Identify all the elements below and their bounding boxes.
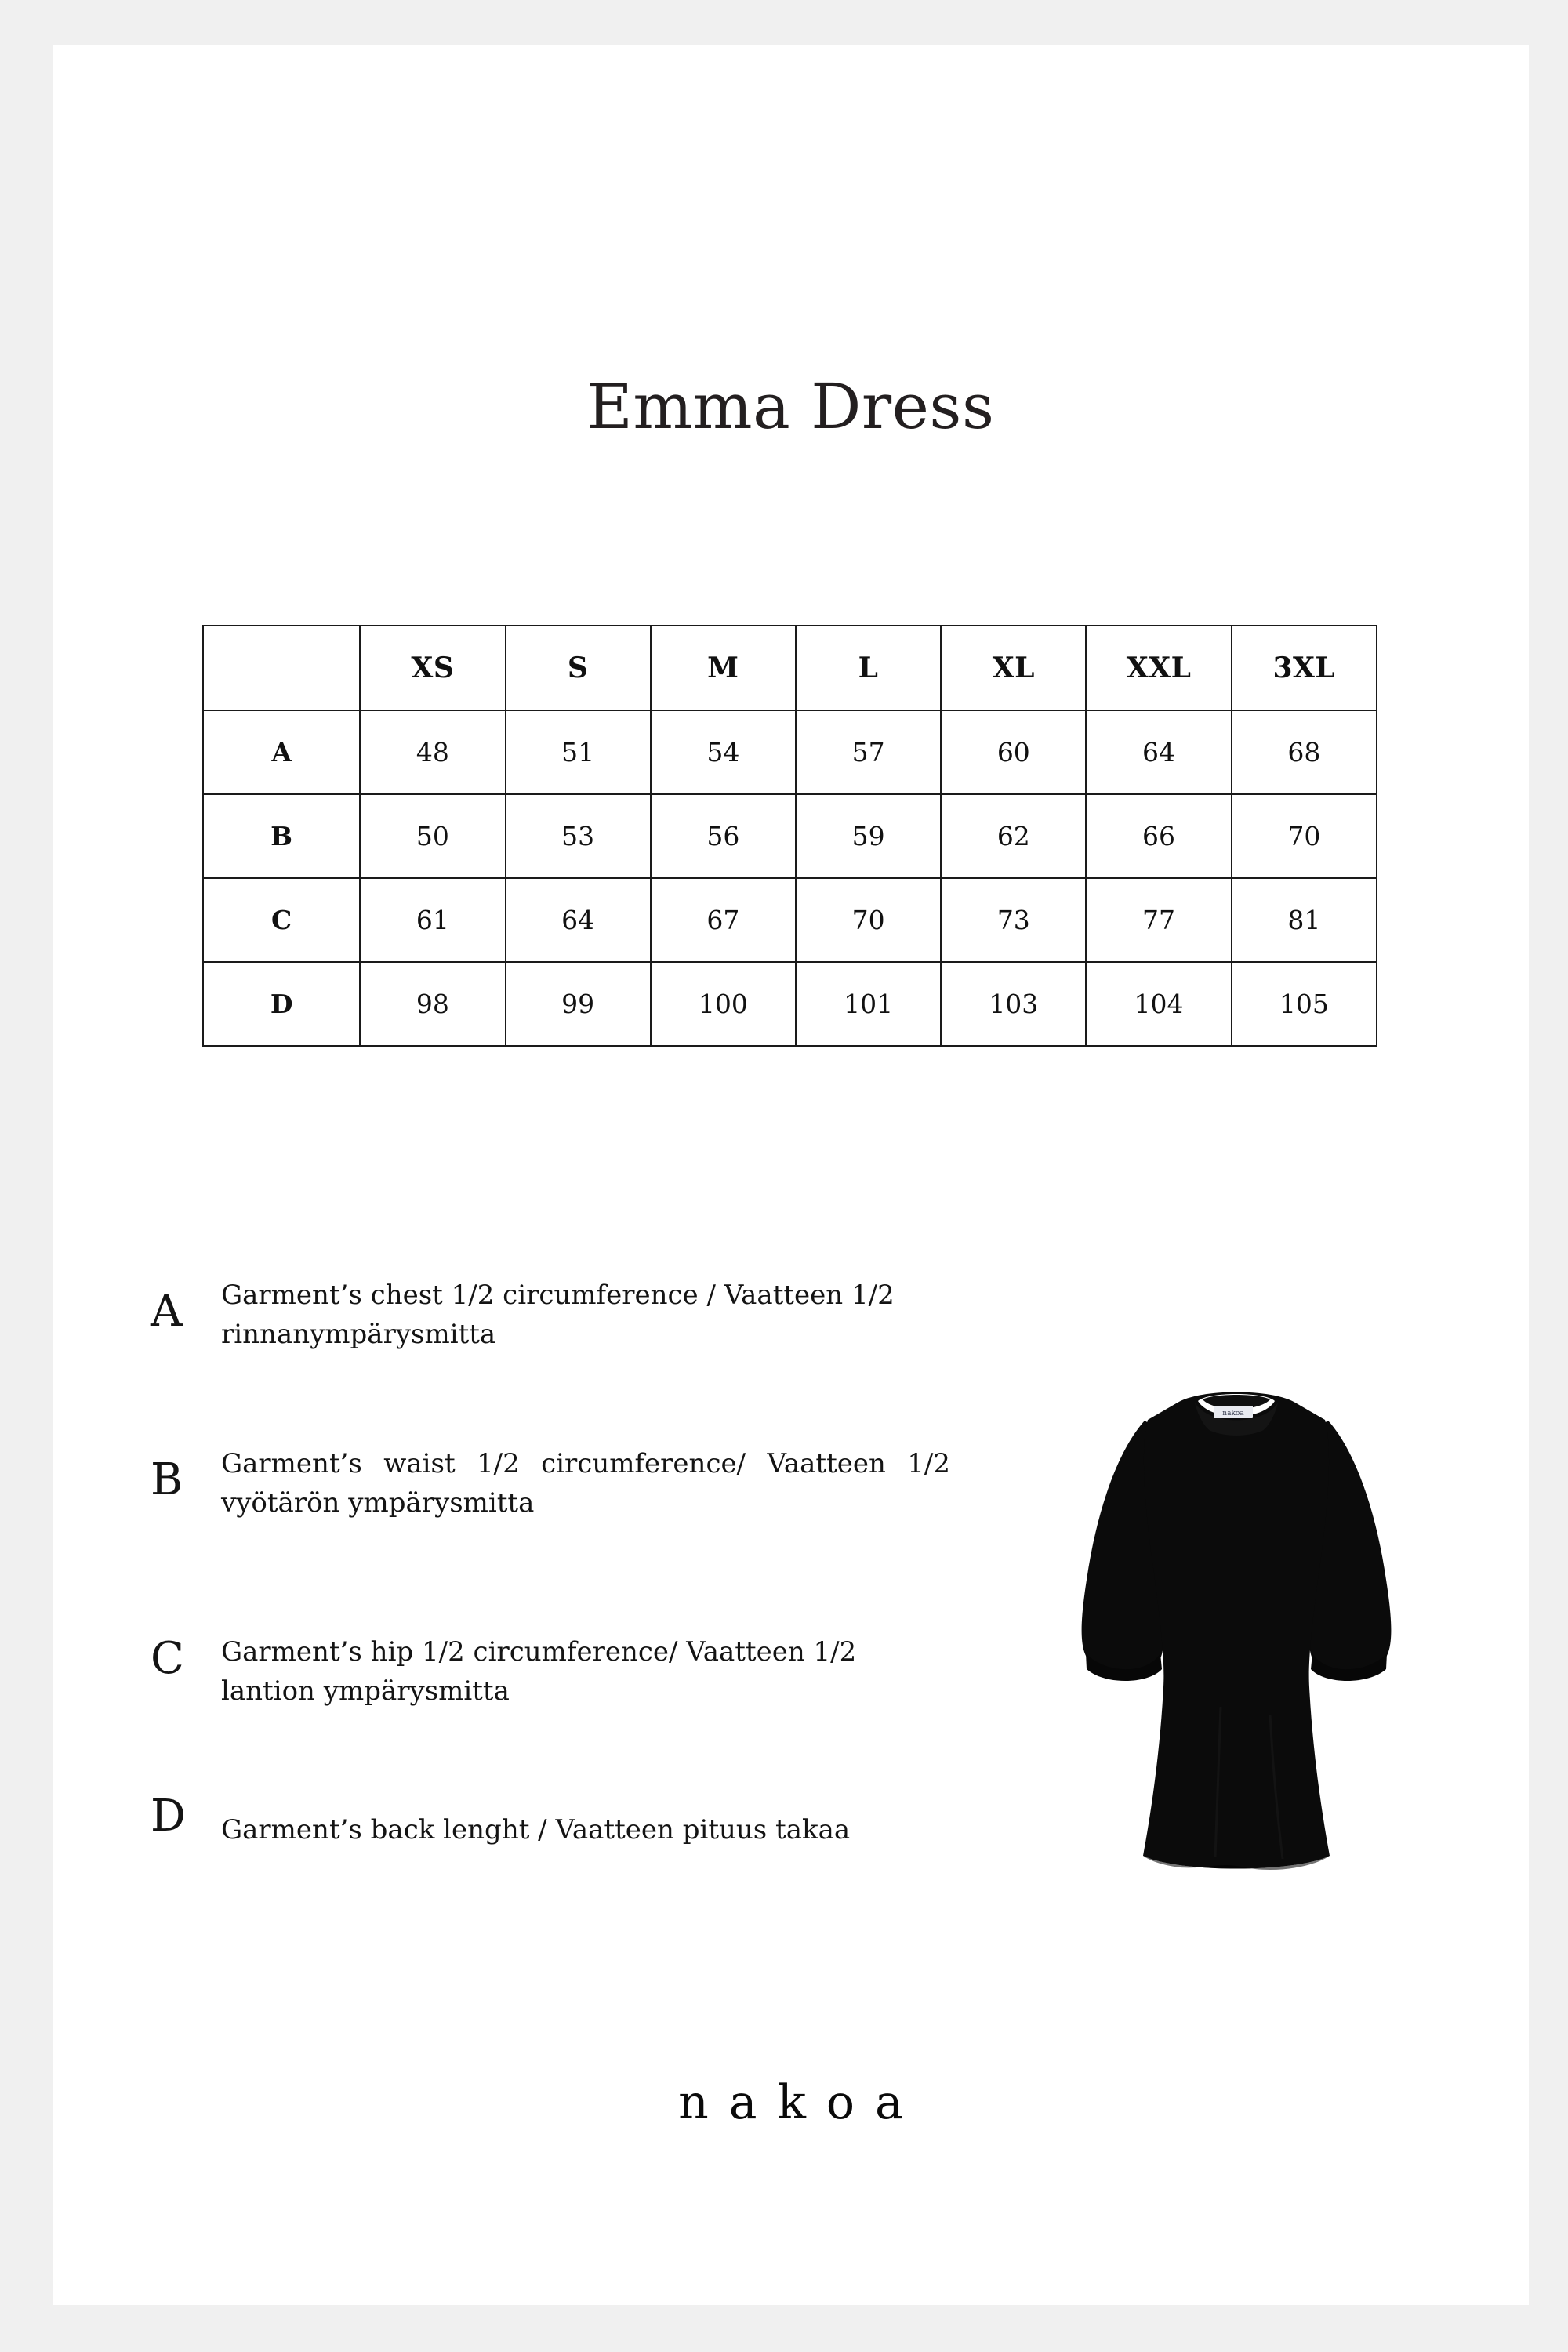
legend-description-a: Garment’s chest 1/2 circumference / Vaatteen 1/2 rinnanympärysmitta [221,1279,895,1351]
table-row [203,794,1377,878]
column-header-m: M [651,626,796,710]
cell-c-xs: 61 [360,878,505,962]
cell-a-3xl: 68 [1232,710,1377,794]
column-header-3xl: 3XL [1232,626,1377,710]
cell-d-s: 99 [506,962,651,1046]
cell-a-l: 57 [796,710,941,794]
cell-b-l: 59 [796,794,941,878]
cell-c-l: 70 [796,878,941,962]
cell-b-xl: 62 [941,794,1086,878]
measurement-legend [151,1276,950,1849]
table-row [203,710,1377,794]
cell-b-xxl: 66 [1086,794,1231,878]
cell-c-s: 64 [506,878,651,962]
size-chart-table [202,625,1377,1045]
cell-a-xxl: 64 [1086,710,1231,794]
cell-d-xs: 98 [360,962,505,1046]
cell-c-m: 67 [651,878,796,962]
legend-item-b [151,1444,950,1632]
row-label-d: D [203,962,360,1046]
cell-d-l: 101 [796,962,941,1046]
legend-item-d [151,1791,950,1849]
column-header-xl: XL [941,626,1086,710]
cell-a-xl: 60 [941,710,1086,794]
legend-letter-b: B [151,1454,183,1505]
cell-a-xs: 48 [360,710,505,794]
cell-c-3xl: 81 [1232,878,1377,962]
legend-item-a [151,1276,950,1444]
legend-letter-a: A [151,1286,183,1337]
page-sheet [53,45,1529,2305]
row-label-a: A [203,710,360,794]
dress-body [1143,1392,1330,1869]
row-label-b: B [203,794,360,878]
cell-c-xl: 73 [941,878,1086,962]
page-title: Emma Dress [586,370,995,443]
product-photo-dress [1060,1377,1413,1895]
legend-description-b: Garment’s waist 1/2 circumference/ Vaatteen 1/2 vyötärön ympärysmitta [221,1448,950,1519]
cell-b-s: 53 [506,794,651,878]
table-header-row [203,626,1377,710]
column-header-l: L [796,626,941,710]
cell-b-3xl: 70 [1232,794,1377,878]
cell-a-s: 51 [506,710,651,794]
row-label-c: C [203,878,360,962]
column-header-xxl: XXL [1086,626,1231,710]
cell-c-xxl: 77 [1086,878,1231,962]
legend-description-d: Garment’s back lenght / Vaatteen pituus takaa [221,1814,851,1846]
column-header-s: S [506,626,651,710]
legend-letter-d: D [151,1791,186,1842]
cell-d-m: 100 [651,962,796,1046]
cell-d-xl: 103 [941,962,1086,1046]
table-row [203,962,1377,1046]
column-header-xs: XS [360,626,505,710]
brand-logo: nakoa [678,2075,924,2130]
legend-letter-c: C [151,1633,184,1684]
legend-description-c: Garment’s hip 1/2 circumference/ Vaatteen 1/2 lantion ympärysmitta [221,1636,857,1708]
cell-b-xs: 50 [360,794,505,878]
legend-item-c [151,1632,950,1801]
cell-b-m: 56 [651,794,796,878]
cell-a-m: 54 [651,710,796,794]
table-row [203,878,1377,962]
table-corner-cell [203,626,360,710]
cell-d-xxl: 104 [1086,962,1231,1046]
dress-neck-label-text: nakoa [1222,1410,1244,1417]
cell-d-3xl: 105 [1232,962,1377,1046]
